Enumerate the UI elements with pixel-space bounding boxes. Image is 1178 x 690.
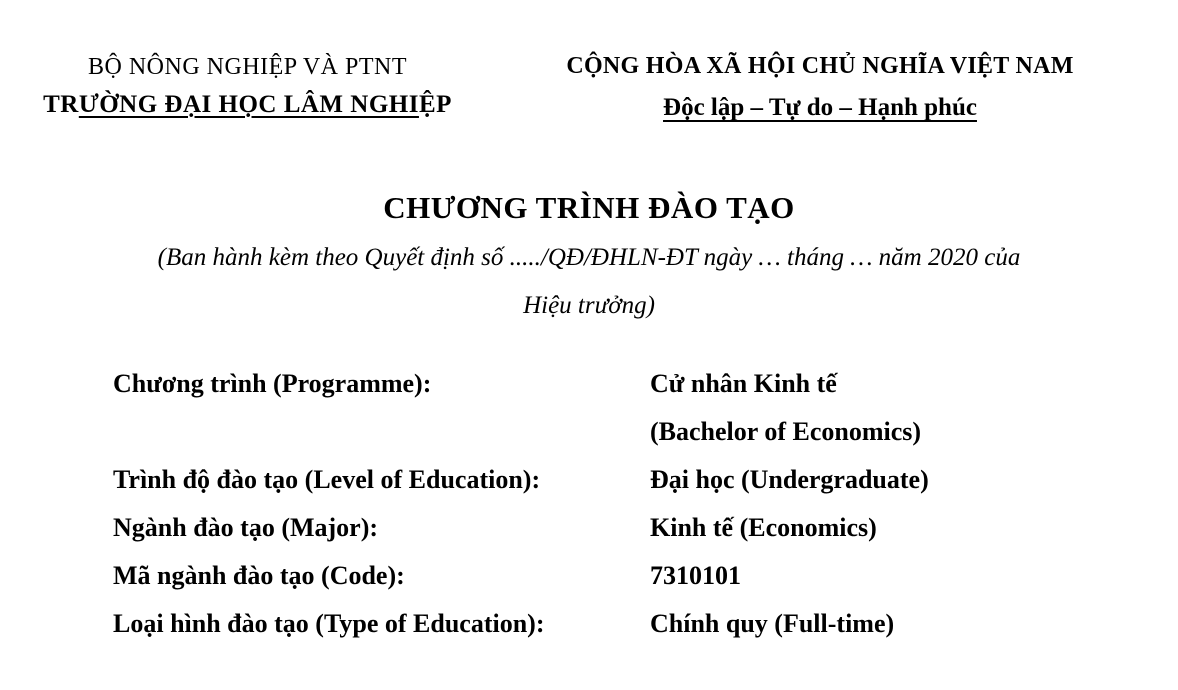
field-value: 7310101 — [650, 561, 741, 590]
field-row-type — [113, 600, 1113, 648]
university-name — [20, 86, 475, 124]
national-motto: Độc lập – Tự do – Hạnh phúc — [663, 94, 977, 121]
field-row-level — [113, 456, 1113, 504]
field-row-code — [113, 552, 1113, 600]
issuance-note-line1: (Ban hành kèm theo Quyết định số ...../QĐ/ĐHLN-ĐT ngày … tháng … năm 2020 của — [157, 244, 1021, 271]
header-left-block — [20, 48, 475, 124]
field-value-line1: Cử nhân Kinh tế — [650, 369, 837, 398]
field-value: Chính quy (Full-time) — [650, 609, 895, 638]
national-title: CỘNG HÒA XÃ HỘI CHỦ NGHĨA VIỆT NAM — [566, 53, 1074, 79]
field-label: Loại hình đào tạo (Type of Education): — [113, 609, 545, 638]
program-fields — [113, 360, 1113, 648]
field-value-line2: (Bachelor of Economics) — [650, 417, 922, 446]
field-value: Đại học (Undergraduate) — [650, 465, 929, 494]
ministry-name: BỘ NÔNG NGHIỆP VÀ PTNT — [87, 54, 407, 80]
field-label: Chương trình (Programme): — [113, 369, 432, 398]
field-value: Kinh tế (Economics) — [650, 513, 877, 542]
issuance-note-line2: Hiệu trưởng) — [523, 292, 655, 319]
field-label: Mã ngành đào tạo (Code): — [113, 561, 405, 590]
university-name-underlined: ƯỜNG ĐẠI HỌC LÂM NGHI — [78, 91, 419, 118]
field-row-major — [113, 504, 1113, 552]
field-label: Ngành đào tạo (Major): — [113, 513, 379, 542]
field-label: Trình độ đào tạo (Level of Education): — [113, 465, 541, 494]
university-name-suffix: ỆP — [418, 91, 452, 118]
issuance-note — [0, 234, 1178, 330]
field-value — [650, 360, 1113, 456]
header-right-block — [505, 46, 1135, 128]
document-title: CHƯƠNG TRÌNH ĐÀO TẠO — [383, 190, 795, 225]
university-name-prefix: TR — [43, 91, 79, 118]
field-row-programme — [113, 360, 1113, 456]
